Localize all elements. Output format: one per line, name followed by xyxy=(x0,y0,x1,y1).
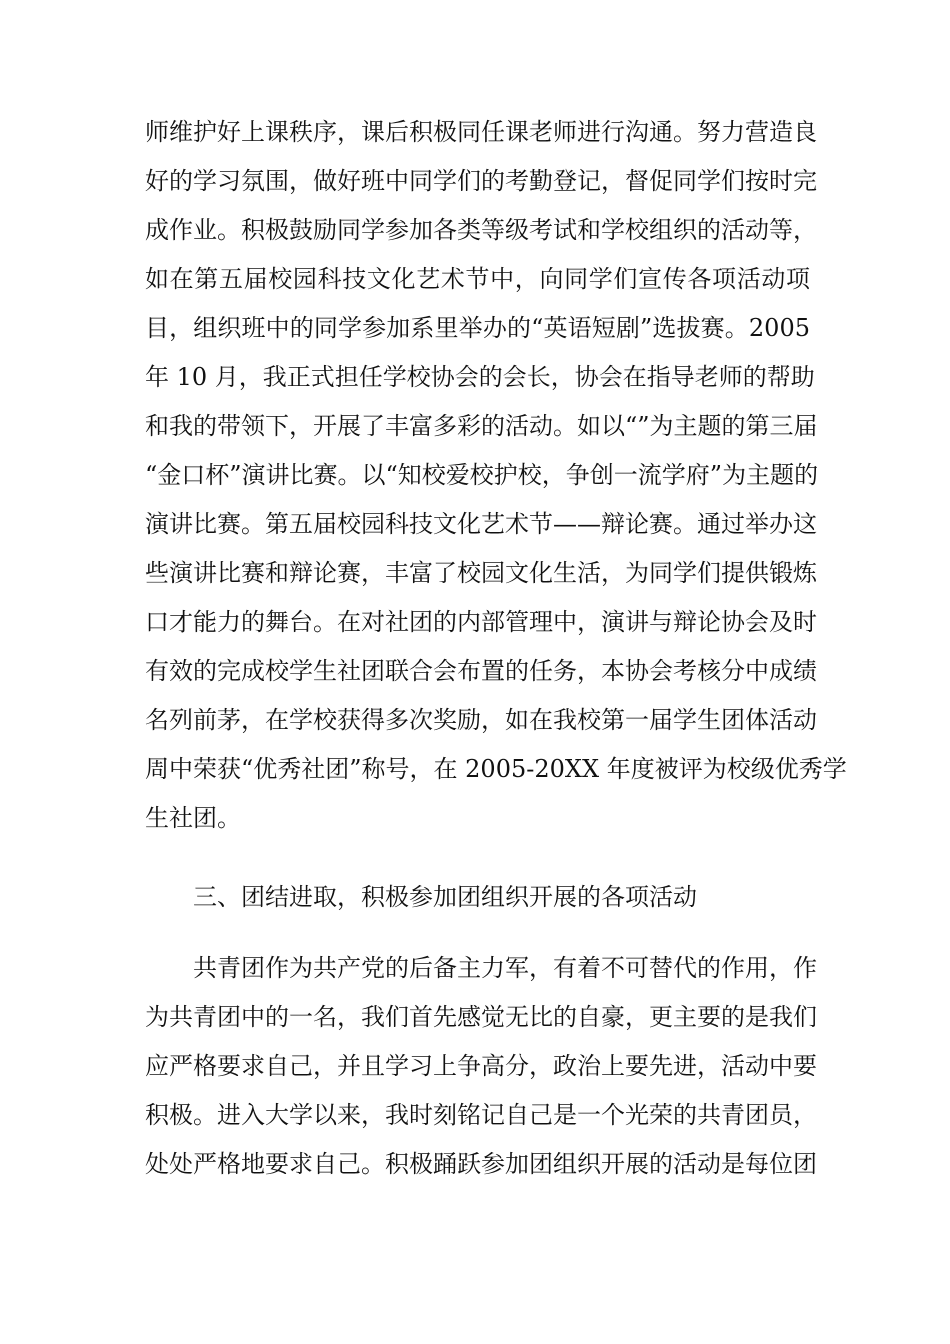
section-heading: 三、团结进取，积极参加团组织开展的各项活动 xyxy=(193,883,697,911)
body-line: 目，组织班中的同学参加系里举办的“英语短剧”选拔赛。2005 xyxy=(145,314,810,342)
body-line: 应严格要求自己，并且学习上争高分，政治上要先进，活动中要 xyxy=(145,1052,817,1080)
body-line: 和我的带领下，开展了丰富多彩的活动。如以“”为主题的第三届 xyxy=(145,412,818,440)
body-line: 有效的完成校学生社团联合会布置的任务，本协会考核分中成绩 xyxy=(145,657,817,685)
body-line: 共青团作为共产党的后备主力军，有着不可替代的作用，作 xyxy=(193,954,817,982)
body-line: 口才能力的舞台。在对社团的内部管理中，演讲与辩论协会及时 xyxy=(145,608,817,636)
body-line: 好的学习氛围，做好班中同学们的考勤登记，督促同学们按时完 xyxy=(145,167,817,195)
body-line: 名列前茅，在学校获得多次奖励，如在我校第一届学生团体活动 xyxy=(145,706,817,734)
body-line: 如在第五届校园科技文化艺术节中，向同学们宣传各项活动项 xyxy=(145,265,810,293)
body-line: 处处严格地要求自己。积极踊跃参加团组织开展的活动是每位团 xyxy=(145,1150,817,1178)
body-line: 周中荣获“优秀社团”称号，在 2005-20XX 年度被评为校级优秀学 xyxy=(145,755,847,783)
body-line: 成作业。积极鼓励同学参加各类等级考试和学校组织的活动等， xyxy=(145,216,817,244)
body-line: 年 10 月，我正式担任学校协会的会长，协会在指导老师的帮助 xyxy=(145,363,815,391)
body-line: 师维护好上课秩序，课后积极同任课老师进行沟通。努力营造良 xyxy=(145,118,817,146)
body-line: 生社团。 xyxy=(145,804,241,832)
body-line: 为共青团中的一名，我们首先感觉无比的自豪，更主要的是我们 xyxy=(145,1003,817,1031)
body-line: 积极。进入大学以来，我时刻铭记自己是一个光荣的共青团员， xyxy=(145,1101,817,1129)
body-line: 些演讲比赛和辩论赛，丰富了校园文化生活，为同学们提供锻炼 xyxy=(145,559,817,587)
body-line: 演讲比赛。第五届校园科技文化艺术节——辩论赛。通过举办这 xyxy=(145,510,817,538)
body-line: “金口杯”演讲比赛。以“知校爱校护校，争创一流学府”为主题的 xyxy=(145,461,819,489)
